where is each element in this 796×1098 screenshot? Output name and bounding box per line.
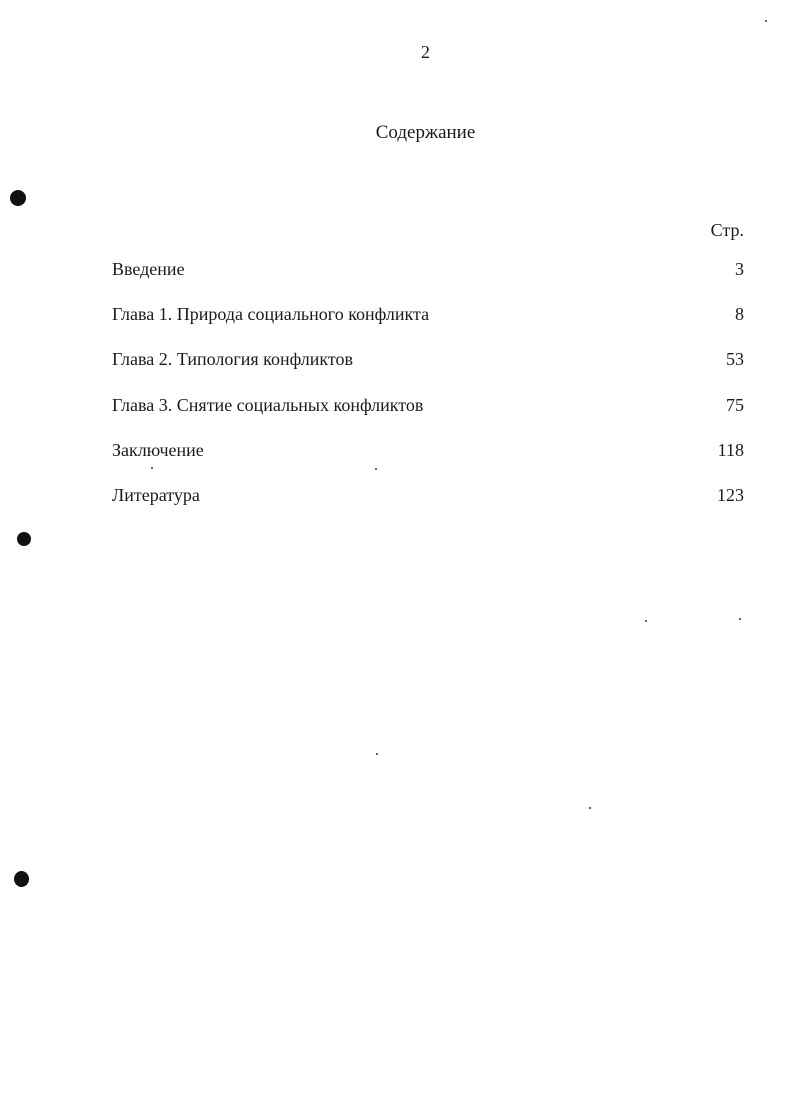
- toc-entry-page: 8: [735, 304, 744, 324]
- toc-entry-chapter-3: [112, 394, 744, 416]
- page-column-header: Стр.: [710, 220, 744, 240]
- toc-entry-literature: [112, 484, 744, 506]
- binder-hole-bottom: [14, 871, 29, 887]
- toc-entry-page: 53: [726, 349, 744, 369]
- toc-entry-title: Глава 1. Природа социального конфликта: [112, 304, 430, 324]
- toc-entry-title: Глава 3. Снятие социальных конфликтов: [112, 395, 424, 415]
- page-title: Содержание: [375, 122, 476, 143]
- toc-entry-introduction: [112, 258, 744, 280]
- toc-entry-title: Литература: [112, 485, 200, 505]
- scan-speck: [765, 20, 767, 22]
- toc-entry-title: Глава 2. Типология конфликтов: [112, 349, 354, 369]
- page-number: 2: [421, 42, 430, 62]
- binder-hole-middle: [17, 532, 31, 546]
- scan-speck: [375, 468, 377, 470]
- scan-speck: [589, 807, 591, 809]
- toc-entry-page: 75: [726, 395, 744, 415]
- scan-speck: [739, 618, 741, 620]
- toc-entry-chapter-1: [112, 303, 744, 325]
- toc-entry-conclusion: [112, 439, 744, 461]
- scan-speck: [645, 620, 647, 622]
- toc-entry-chapter-2: [112, 348, 744, 370]
- toc-entry-title: Введение: [112, 259, 185, 279]
- toc-entry-page: 118: [717, 440, 744, 460]
- toc-entry-page: 3: [735, 259, 744, 279]
- binder-hole-top: [10, 190, 26, 206]
- scan-speck: [151, 467, 153, 469]
- scan-speck: [376, 753, 378, 755]
- toc-entry-title: Заключение: [112, 440, 204, 460]
- toc-entry-page: 123: [717, 485, 744, 505]
